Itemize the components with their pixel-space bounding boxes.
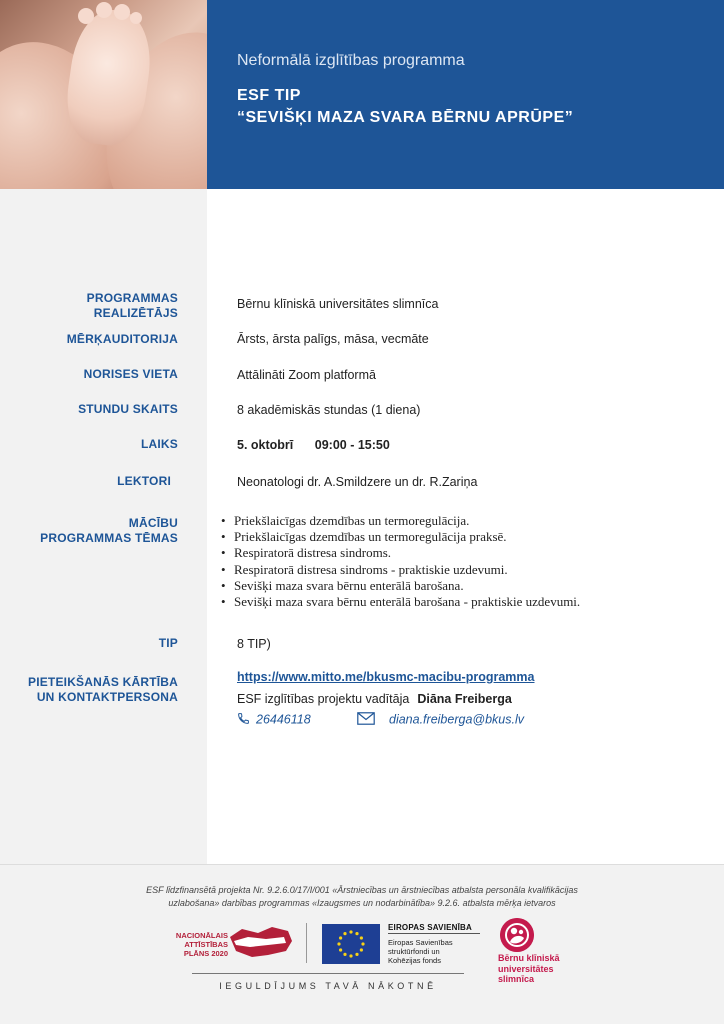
eu-text-line: Eiropas Savienības <box>388 938 453 947</box>
program-type: Neformālā izglītības programma <box>237 52 465 69</box>
label-temas <box>0 516 178 546</box>
toe-shape <box>78 8 94 24</box>
email-contact[interactable] <box>357 712 524 728</box>
program-title-line2: “SEVIŠĶI MAZA SVARA BĒRNU APRŪPE” <box>237 109 574 126</box>
registration-link[interactable]: https://www.mitto.me/bkusmc-macibu-programma <box>237 670 535 684</box>
topics-list <box>219 513 580 610</box>
toe-shape <box>130 12 142 24</box>
label-line: PROGRAMMAS TĒMAS <box>40 531 178 545</box>
value-realizetajs: Bērnu klīniskā universitātes slimnīca <box>237 297 439 311</box>
eu-star <box>337 942 340 945</box>
label-line: MĀCĪBU <box>128 516 178 530</box>
toe-shape <box>96 2 112 18</box>
eu-text-line: struktūrfondi un <box>388 947 440 956</box>
eu-text-line: Kohēzijas fonds <box>388 956 441 965</box>
funding-note-line2: uzlabošana» darbības programmas «Izaugsmes un nodarbinātība» 9.2.6. atbalsta mērķa ietvaros <box>168 898 556 908</box>
eu-star <box>360 948 363 951</box>
eu-star <box>355 953 358 956</box>
phone-icon <box>237 712 250 728</box>
slogan: IEGULDĪJUMS TAVĀ NĀKOTNĒ <box>219 981 437 991</box>
email-address: diana.freiberga@bkus.lv <box>389 712 524 727</box>
eu-rule <box>388 933 480 934</box>
nap-text-line: ATTĪSTĪBAS <box>184 940 228 949</box>
hero-photo <box>0 0 207 189</box>
date-text: 5. oktobrī <box>237 438 294 452</box>
contact-role: ESF izglītības projektu vadītāja <box>237 692 410 706</box>
label-line: UN KONTAKTPERSONA <box>36 690 178 704</box>
label-stundu-skaits: STUNDU SKAITS <box>78 402 178 416</box>
envelope-icon <box>357 712 375 728</box>
bkus-text-line: universitātes <box>498 963 554 974</box>
contact-person <box>237 692 512 706</box>
value-tip: 8 TIP) <box>237 637 271 651</box>
program-title-line1: ESF TIP <box>237 87 301 104</box>
value-stundu-skaits: 8 akadēmiskās stundas (1 diena) <box>237 403 421 417</box>
nap-text-line: NACIONĀLAIS <box>175 931 228 940</box>
eu-star <box>361 942 364 945</box>
label-line: PIETEIKŠANĀS KĀRTĪBA <box>27 675 178 689</box>
eu-star <box>339 948 342 951</box>
slogan-rule <box>192 973 464 974</box>
label-line: REALIZĒTĀJS <box>93 306 178 320</box>
eu-star <box>349 954 352 957</box>
bkus-name <box>498 953 560 985</box>
label-laiks: LAIKS <box>141 437 178 451</box>
value-merkauditorija: Ārsts, ārsta palīgs, māsa, vecmāte <box>237 332 429 346</box>
contact-name: Diāna Freiberga <box>417 692 512 706</box>
nap-text-line: PLĀNS 2020 <box>183 949 228 958</box>
phone-contact[interactable] <box>237 712 311 728</box>
list-item: • Priekšlaicīgas dzemdības un termoregulācija. <box>219 513 580 529</box>
list-item: • Respiratorā distresa sindroms - praktiskie uzdevumi. <box>219 562 580 578</box>
label-norises-vieta: NORISES VIETA <box>83 367 178 381</box>
label-line: PROGRAMMAS <box>86 291 178 305</box>
logo-divider <box>306 923 307 963</box>
header-band <box>207 0 724 189</box>
eu-title: EIROPAS SAVIENĪBA <box>388 923 473 932</box>
list-item: • Priekšlaicīgas dzemdības un termoregulācija praksē. <box>219 529 580 545</box>
bkus-text-line: slimnīca <box>498 974 535 984</box>
eu-star <box>343 932 346 935</box>
label-tip: TIP <box>158 636 178 650</box>
eu-star <box>349 930 352 933</box>
nap-emblem-icon <box>228 925 294 959</box>
value-laiks <box>237 437 390 453</box>
toe-shape <box>114 4 130 20</box>
bkus-logo-icon <box>500 918 534 952</box>
list-item: • Sevišķi maza svara bērnu enterālā barošana. <box>219 578 580 594</box>
eu-star <box>339 936 342 939</box>
label-pieteiksanas <box>0 675 178 705</box>
label-merkauditorija: MĒRĶAUDITORIJA <box>66 332 178 346</box>
phone-number: 26446118 <box>256 712 311 727</box>
nap-logo-text <box>150 931 228 958</box>
funding-note-line1: ESF līdzfinansētā projekta Nr. 9.2.6.0/17/I/001 «Ārstniecības un ārstniecības atbalsta personāla kvalifikācijas <box>146 885 578 895</box>
eu-star <box>360 936 363 939</box>
label-realizetajs <box>0 291 178 321</box>
time-text: 09:00 - 15:50 <box>314 438 390 452</box>
eu-star <box>343 953 346 956</box>
list-item: • Respiratorā distresa sindroms. <box>219 545 580 561</box>
list-item: • Sevišķi maza svara bērnu enterālā barošana - praktiskie uzdevumi. <box>219 594 580 610</box>
bkus-text-line: Bērnu klīniskā <box>498 953 560 963</box>
value-norises-vieta: Attālināti Zoom platformā <box>237 368 376 382</box>
label-lektori: LEKTORI <box>117 474 171 488</box>
value-lektori: Neonatologi dr. A.Smildzere un dr. R.Zariņa <box>237 475 478 489</box>
eu-star <box>355 932 358 935</box>
eu-flag-icon <box>322 924 380 964</box>
